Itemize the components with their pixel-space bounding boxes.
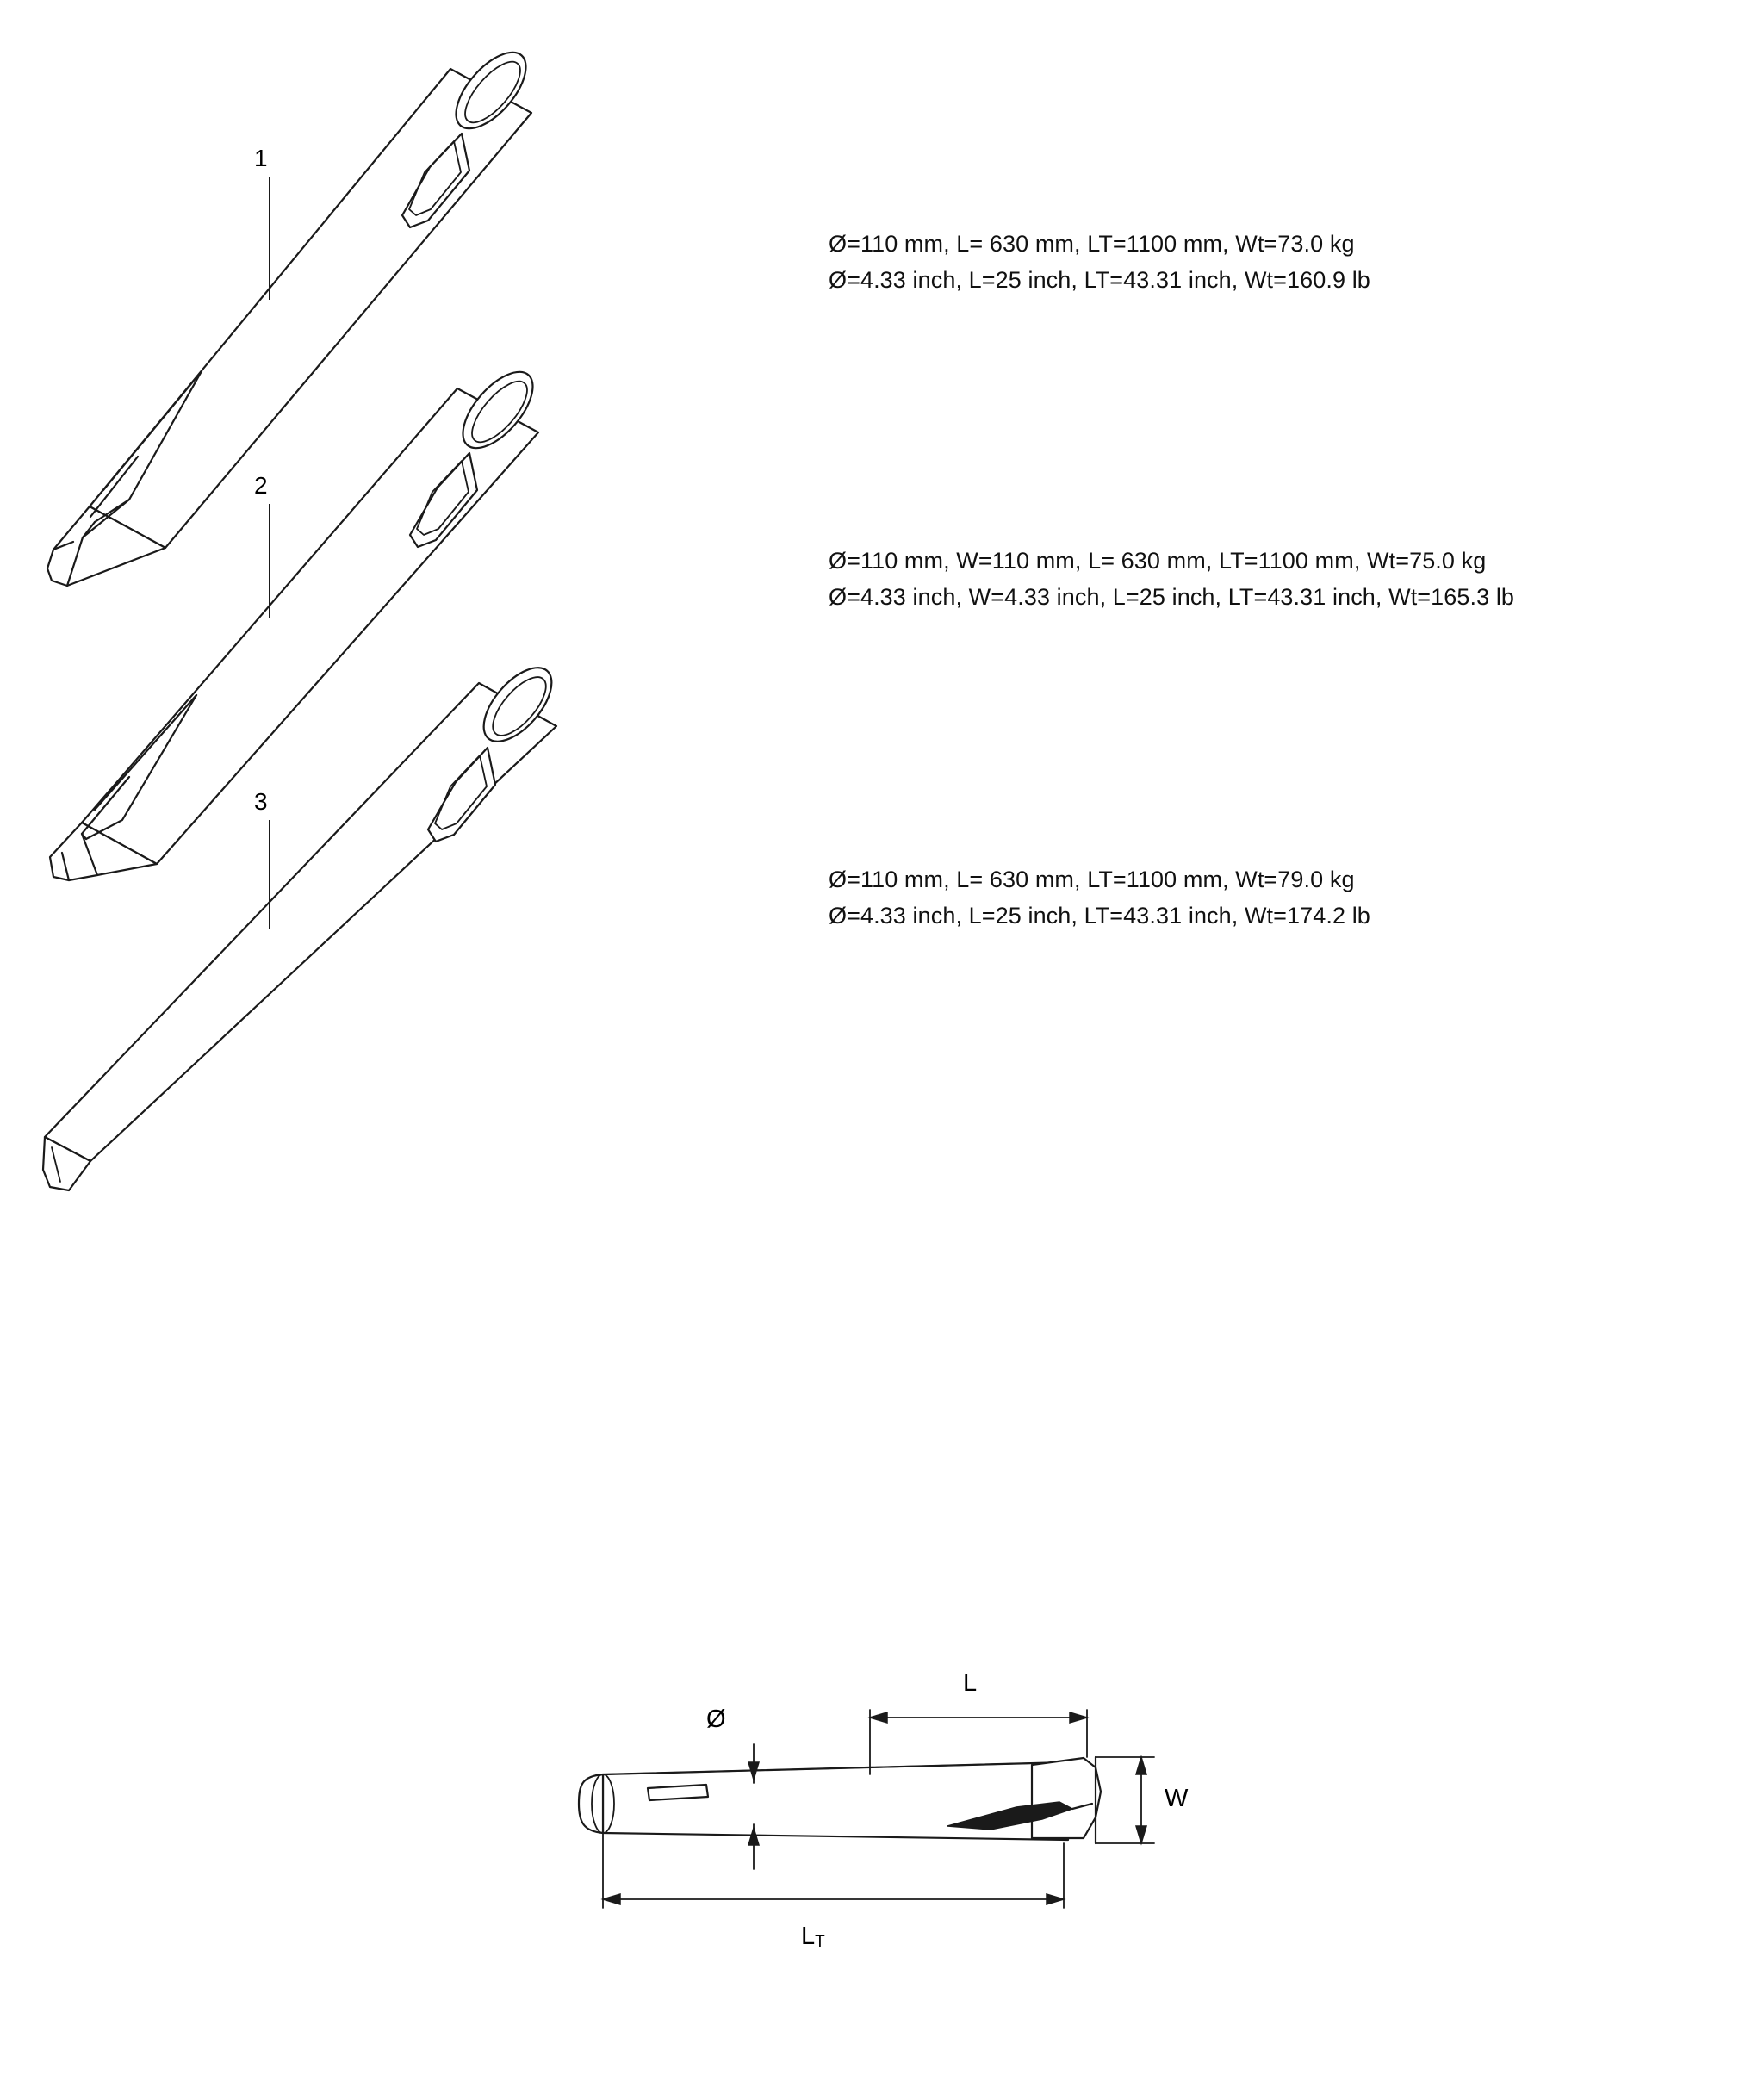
diameter-dimension-label: Ø xyxy=(706,1705,726,1733)
total-length-main: L xyxy=(801,1923,816,1950)
total-length-subscript: T xyxy=(815,1933,825,1951)
callout-number-2: 2 xyxy=(254,472,268,499)
spec-imperial-tool-1: Ø=4.33 inch, L=25 inch, LT=43.31 inch, Wt=160.9 lb xyxy=(829,267,1370,293)
callout-number-3: 3 xyxy=(254,788,268,815)
spec-imperial-tool-3: Ø=4.33 inch, L=25 inch, LT=43.31 inch, Wt=174.2 lb xyxy=(829,903,1370,929)
tool-3-blunt-illustration xyxy=(43,656,564,1190)
dimension-drawing-tool xyxy=(579,1757,1101,1843)
spec-block-tool-1 xyxy=(829,226,1370,298)
spec-block-tool-2 xyxy=(829,543,1514,615)
callout-number-1: 1 xyxy=(254,145,268,171)
total-length-dimension xyxy=(603,1833,1064,1908)
length-dimension-label: L xyxy=(963,1669,978,1697)
total-length-dimension-label xyxy=(801,1923,825,1952)
spec-metric-tool-2: Ø=110 mm, W=110 mm, L= 630 mm, LT=1100 mm, Wt=75.0 kg xyxy=(829,548,1487,574)
width-dimension xyxy=(1096,1757,1154,1843)
spec-metric-tool-1: Ø=110 mm, L= 630 mm, LT=1100 mm, Wt=73.0 kg xyxy=(829,231,1355,257)
width-dimension-label: W xyxy=(1165,1785,1189,1812)
spec-block-tool-3 xyxy=(829,861,1370,934)
spec-metric-tool-3: Ø=110 mm, L= 630 mm, LT=1100 mm, Wt=79.0 kg xyxy=(829,867,1355,892)
spec-imperial-tool-2: Ø=4.33 inch, W=4.33 inch, L=25 inch, LT=43.31 inch, Wt=165.3 lb xyxy=(829,584,1515,610)
